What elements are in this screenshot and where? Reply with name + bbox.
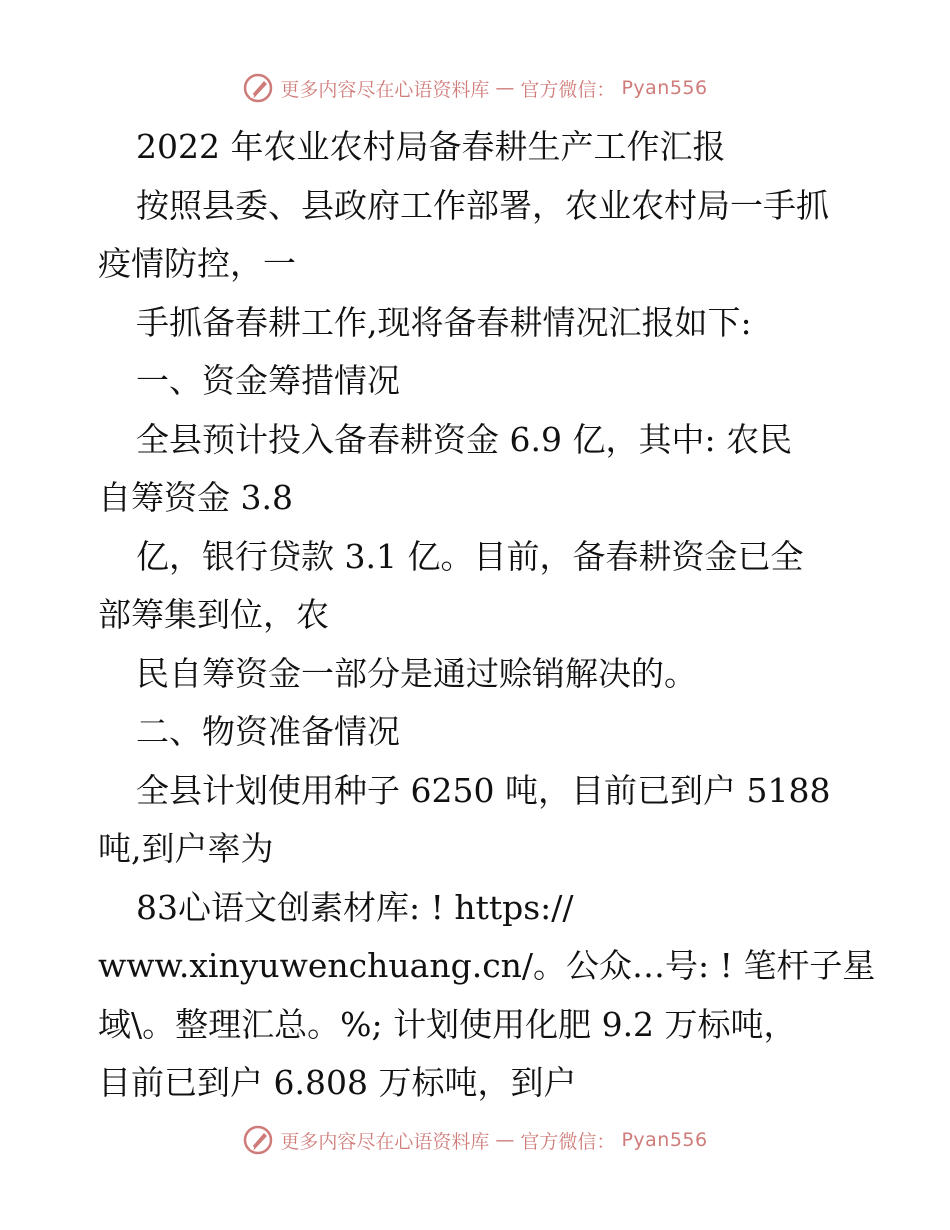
document-line: 按照县委、县政府工作部署，农业农村局一手抓: [136, 185, 829, 225]
document-line: 二、物资准备情况: [136, 712, 400, 751]
document-line: www.xinyuwenchuang.cn/。公众…号: ! 笔杆子星: [98, 946, 876, 985]
watermark-text: 更多内容尽在心语资料库: [280, 78, 490, 101]
document-line: 民自筹资金一部分是通过赊销解决的。: [136, 653, 697, 693]
pen-logo-icon: [242, 72, 274, 104]
document-line: 域\。整理汇总。%; 计划使用化肥 9.2 万标吨，: [98, 1004, 797, 1044]
document-line: 部筹集到位，农: [98, 595, 329, 634]
document-line: 83心语文创素材库: ! https://: [136, 887, 574, 927]
footer-watermark: [0, 1124, 950, 1156]
document-line: 疫情防控，一: [98, 244, 296, 283]
document-line: 自筹资金 3.8: [98, 478, 293, 517]
watermark-official-label: 官方微信：: [520, 78, 616, 101]
document-line: 全县计划使用种子 6250 吨，目前已到户 5188: [136, 770, 831, 810]
document-line: 手抓备春耕工作,现将备春耕情况汇报如下:: [136, 302, 752, 342]
header-watermark: [0, 72, 950, 104]
document-line: 全县预计投入备春耕资金 6.9 亿，其中: 农民: [136, 419, 793, 459]
watermark-separator: —: [495, 77, 515, 99]
watermark-official-label: 官方微信：: [520, 1130, 616, 1153]
watermark-wechat-id: Pyan556: [621, 77, 708, 99]
document-line: 2022 年农业农村局备春耕生产工作汇报: [136, 127, 726, 166]
document-line: 吨,到户率为: [98, 829, 274, 868]
watermark-separator: —: [495, 1129, 515, 1151]
document-body: [98, 118, 876, 1113]
document-line: 一、资金筹措情况: [136, 361, 400, 400]
watermark-text: 更多内容尽在心语资料库: [280, 1130, 490, 1153]
document-line: 亿，银行贷款 3.1 亿。目前，备春耕资金已全: [136, 536, 804, 576]
watermark-wechat-id: Pyan556: [621, 1129, 708, 1151]
document-line: 目前已到户 6.808 万标吨，到户: [98, 1063, 577, 1102]
pen-logo-icon: [242, 1124, 274, 1156]
